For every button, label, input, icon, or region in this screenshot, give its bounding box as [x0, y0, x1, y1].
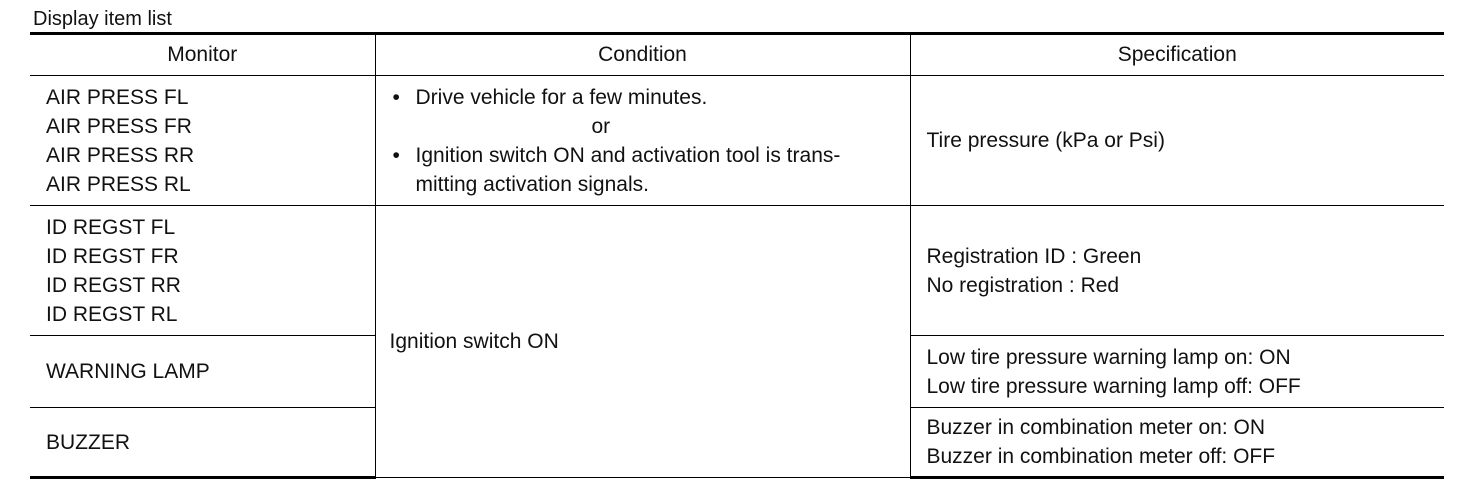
condition-text: Ignition switch ON and activation tool is trans- — [415, 143, 841, 167]
cell-spec-air-press — [910, 76, 1444, 206]
cell-condition-air-press — [375, 76, 910, 206]
bullet-icon: • — [392, 143, 400, 167]
cell-spec-buzzer — [910, 408, 1444, 478]
monitor-item: AIR PRESS RR — [46, 143, 195, 167]
cell-condition-ignition-on — [375, 206, 910, 478]
spec-text: Buzzer in combination meter on: ON — [926, 416, 1265, 439]
cell-spec-warning-lamp — [910, 336, 1444, 408]
condition-bullet-2 — [390, 141, 910, 170]
bullet-icon: • — [392, 85, 400, 109]
monitor-item: ID REGST RL — [46, 302, 178, 326]
monitor-item: ID REGST FR — [46, 244, 179, 268]
condition-text-continued: mitting activation signals. — [415, 172, 649, 196]
spec-text: Tire pressure (kPa or Psi) — [926, 129, 1165, 152]
table-caption: Display item list — [33, 8, 172, 30]
spec-text: Low tire pressure warning lamp on: ON — [926, 345, 1291, 369]
display-item-table — [30, 32, 1444, 479]
condition-text: Drive vehicle for a few minutes. — [415, 85, 708, 109]
spec-text: Registration ID : Green — [926, 244, 1142, 268]
condition-bullet-1 — [390, 83, 910, 112]
table-header-row — [30, 34, 1444, 76]
monitor-item: AIR PRESS RL — [46, 172, 191, 196]
monitor-item: BUZZER — [46, 430, 130, 454]
monitor-item: WARNING LAMP — [46, 360, 210, 383]
spec-text: No registration : Red — [926, 273, 1120, 297]
cell-spec-id-regst — [910, 206, 1444, 336]
monitor-item: AIR PRESS FL — [46, 85, 189, 109]
header-condition: Condition — [375, 34, 910, 76]
monitor-item: ID REGST RR — [46, 273, 181, 297]
condition-text: Ignition switch ON — [389, 330, 559, 353]
cell-monitor-air-press — [30, 76, 375, 206]
cell-monitor-buzzer — [30, 408, 375, 478]
header-specification: Specification — [910, 34, 1444, 76]
monitor-item: ID REGST FL — [46, 215, 176, 239]
header-monitor: Monitor — [30, 34, 375, 76]
table-row-id-regst — [30, 206, 1444, 336]
cell-monitor-id-regst — [30, 206, 375, 336]
table-row-air-press — [30, 76, 1444, 206]
cell-monitor-warning-lamp — [30, 336, 375, 408]
spec-text: Low tire pressure warning lamp off: OFF — [926, 374, 1301, 398]
monitor-item: AIR PRESS FR — [46, 114, 192, 138]
spec-text: Buzzer in combination meter off: OFF — [926, 445, 1276, 468]
condition-or: or — [591, 114, 611, 138]
